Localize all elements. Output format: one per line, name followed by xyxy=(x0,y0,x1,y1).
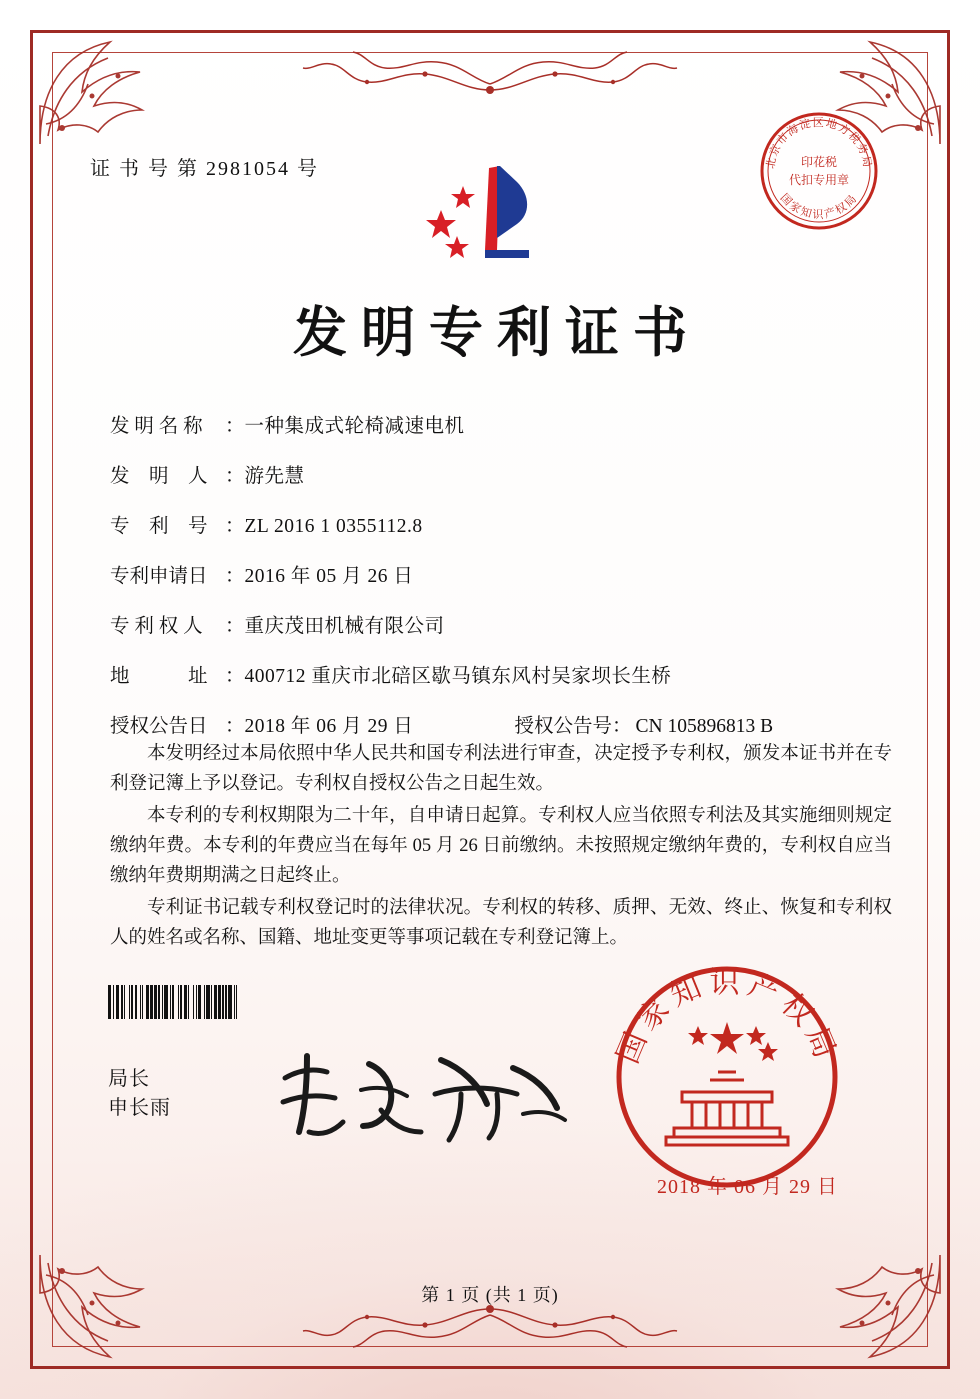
field-colon: ： xyxy=(225,616,245,637)
field-patent-number xyxy=(110,510,890,538)
tax-withholding-stamp xyxy=(756,108,882,234)
field-colon: ： xyxy=(225,416,245,437)
paragraph: 专利证书记载专利权登记时的法律状况。专利权的转移、质押、无效、终止、恢复和专利权人的姓名或名称、国籍、地址变更等事项记载在专利登记簿上。 xyxy=(110,897,892,948)
field-patentee xyxy=(110,610,890,638)
field-colon: ： xyxy=(225,466,245,487)
grant-number-label: 授权公告号 xyxy=(514,716,613,737)
field-value: 重庆茂田机械有限公司 xyxy=(244,616,445,637)
field-invention-name xyxy=(110,410,890,438)
field-colon: ： xyxy=(225,516,245,537)
director-signature-block xyxy=(108,1065,171,1123)
legal-text xyxy=(110,740,892,956)
field-colon: ： xyxy=(225,666,245,687)
director-name: 申长雨 xyxy=(108,1097,171,1119)
field-label: 授权公告日 xyxy=(110,716,208,737)
page-title: 发明专利证书 xyxy=(293,300,701,364)
seal-date: 2018 年 06 月 29 日 xyxy=(657,1176,838,1198)
field-label: 专 利 号 xyxy=(110,516,208,537)
director-handwritten-signature-icon xyxy=(265,1040,585,1150)
field-value: 400712 重庆市北碚区歇马镇东风村吴家坝长生桥 xyxy=(244,666,672,687)
certificate-content xyxy=(80,80,900,1319)
field-colon: ： xyxy=(225,716,245,737)
cnipa-logo-icon xyxy=(405,148,575,268)
field-application-date xyxy=(110,560,890,588)
field-label: 专利申请日 xyxy=(110,566,208,587)
barcode-bar xyxy=(237,985,240,1019)
director-title: 局长 xyxy=(108,1068,150,1090)
field-value: 一种集成式轮椅减速电机 xyxy=(244,416,465,437)
field-value: 游先慧 xyxy=(244,466,305,487)
svg-text:国家知识产权局: 国家知识产权局 xyxy=(777,191,861,221)
svg-text:代扣专用章: 代扣专用章 xyxy=(788,173,850,187)
grant-number-colon: ： xyxy=(612,716,632,737)
field-value: 2016 年 05 月 26 日 xyxy=(244,566,414,587)
paragraph: 本专利的专利权期限为二十年，自申请日起算。专利权人应当依照专利法及其实施细则规定缴纳年费。本专利的年费应当在每年 05 月 26 日前缴纳。未按照规定缴纳年费的，专利权自应当缴纳年费期期满之日起终止。 xyxy=(110,805,892,886)
certificate-number: 证 书 号 第 2981054 号 xyxy=(90,158,319,180)
field-label: 专 利 权 人 xyxy=(110,616,203,637)
field-grant-announcement xyxy=(110,710,890,738)
field-colon: ： xyxy=(225,566,245,587)
field-label: 发 明 人 xyxy=(110,466,208,487)
field-inventor xyxy=(110,460,890,488)
page-footer: 第 1 页 (共 1 页) xyxy=(421,1285,559,1305)
svg-text:国家知识产权局: 国家知识产权局 xyxy=(610,965,845,1069)
cnipa-official-seal-icon xyxy=(610,960,845,1195)
grant-number-value: CN 105896813 B xyxy=(635,716,774,737)
field-value: 2018 年 06 月 29 日 xyxy=(244,716,414,737)
svg-text:印花税: 印花税 xyxy=(800,155,838,169)
certificate-barcode xyxy=(108,985,376,1019)
field-address xyxy=(110,660,890,688)
field-label: 地 址 xyxy=(110,666,208,687)
svg-text:北京市海淀区地方税务局: 北京市海淀区地方税务局 xyxy=(763,116,875,170)
field-label: 发 明 名 称 xyxy=(110,416,203,437)
paragraph: 本发明经过本局依照中华人民共和国专利法进行审查，决定授予专利权，颁发本证书并在专利登记簿上予以登记。专利权自授权公告之日起生效。 xyxy=(110,744,892,794)
field-value: ZL 2016 1 0355112.8 xyxy=(244,516,423,537)
field-list xyxy=(110,410,890,760)
